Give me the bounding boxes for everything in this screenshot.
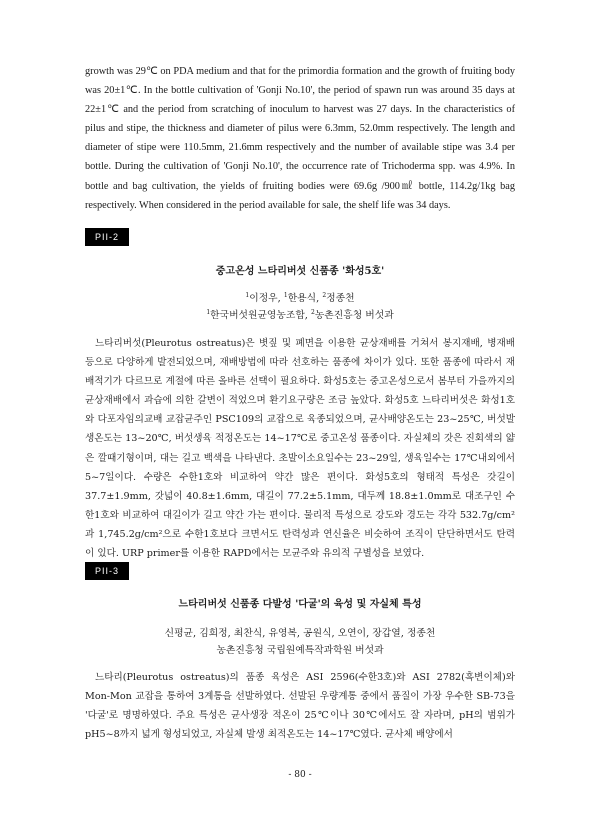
section2-body: 느타리(Pleurotus ostreatus)의 품종 육성은 ASI 2596(수한3호)와 ASI 2782(흑변이체)와 Mon-Mon 교잡을 통하여 3계통을 선발하였다. 선발된 우량계통 중에서 품질이 가장 우수한 SB-73을 '다굴'로 명명하였다. 주요 특성은 균사생장 적온이 25℃이나 30℃에서도 잘 자라며, pH의 범위가 pH5~8까지 넓게 형성되었고, 자실체 발생 최적온도는 14~17℃였다. 균사체 배양에서 <box>85 672 515 741</box>
section1-affiliations <box>85 307 515 321</box>
section2-affiliation: 농촌진흥청 국립원예특작과학원 버섯과 <box>216 645 384 656</box>
affil-1-sup: 1 <box>206 309 211 316</box>
section1-authors <box>85 290 515 304</box>
author-2-name: 한용식, <box>287 293 323 304</box>
affil-2-name: 농촌진흥청 버섯과 <box>314 310 394 321</box>
author-1-name: 이정우, <box>249 293 284 304</box>
abstract-english-continued: growth was 29℃ on PDA medium and that for the primordia formation and the growth of fruiting body was 20±1℃. In the bottle cultivation of 'Gonji No.10', the period of spawn run was around 35 days at 22±1℃ and the period from scratching of inoculum to harvest was 27 days. In the characteristics of pilus and stipe, the thickness and diameter of pilus were 6.3mm, 52.0mm respectively. The length and diameter of stipe were 110.5mm, 21.6mm respectively and the number of available stipe was 3.4 per bottle. During the cultivation of 'Gonji No.10', the occurrence rate of Trichoderma spp. was 4.9%. In bottle and bag cultivation, the yields of fruiting bodies were 69.6g /900㎖ bottle, 114.2g/1kg bag respectively. When considered in the period available for sale, the shelf life was 34 days. <box>85 66 515 211</box>
section2-authors: 신평균, 김희정, 최찬식, 유영복, 공원식, 오연이, 장갑열, 정종천 <box>164 628 436 639</box>
section1-title: 중고온성 느타리버섯 신품종 '화성5호' <box>215 266 385 277</box>
author-3-sup: 2 <box>322 292 327 299</box>
affil-1-name: 한국버섯원균영농조합, <box>210 310 312 321</box>
page-number: - 80 - <box>288 770 312 780</box>
section1-body: 느타리버섯(Pleurotus ostreatus)은 볏짚 및 폐면을 이용한 균상재배를 거쳐서 봉지재배, 병재배 등으로 다양하게 발전되었으며, 재배방법에 따라 선호하는 품종에 차이가 있다. 또한 품종에 따라서 재배적기가 다르므로 계절에 따른 올바른 선택이 필요하다. 화성5호는 중고온성으로서 봄부터 가을까지의 균상재배에서 과습에 의한 갈변이 적었으며 환기요구량은 조금 높았다. 화성5호 느타리버섯은 화성1호와 다포자임의교배 교잡균주인 PSC109의 교잡으로 육종되었으며, 균사배양온도는 23~25℃, 버섯발생온도는 13~20℃, 버섯생육 적정온도는 14~17℃로 중고온성 품종이다. 자실체의 갓은 진회색의 얇은 깔때기형이며, 대는 길고 백색을 나타낸다. 초발이소요일수는 23~29일, 생육일수는 17℃내외에서 5~7일이다. 수량은 수한1호와 비교하여 약간 많은 편이다. 화성5호의 형태적 특성은 갓길이 37.7±1.9mm, 갓넓이 40.8±1.6mm, 대길이 77.2±5.1mm, 대두께 18.8±1.0mm로 대조구인 수한1호와 비교하여 대길이가 길고 약간 가는 편이다. 물리적 특성으로 강도와 경도는 각각 532.7g/cm²과 1,745.2g/cm²으로 수한1호보다 크면서도 탄력성과 연신율은 비슷하여 조직이 단단하면서도 탄력이 있다. URP primer를 이용한 RAPD에서는 모균주와 유의적 구별성을 보였다. <box>85 338 515 560</box>
section2-title: 느타리버섯 신품종 다발성 '다굴'의 육성 및 자실체 특성 <box>178 599 422 610</box>
section-tag-pii-2: PII-2 <box>85 228 129 246</box>
affil-2-sup: 2 <box>311 309 315 316</box>
author-2-sup: 1 <box>283 292 288 299</box>
section-tag-pii-3: PII-3 <box>85 562 129 580</box>
author-1-sup: 1 <box>245 292 250 299</box>
author-3-name: 정종천 <box>326 293 355 304</box>
